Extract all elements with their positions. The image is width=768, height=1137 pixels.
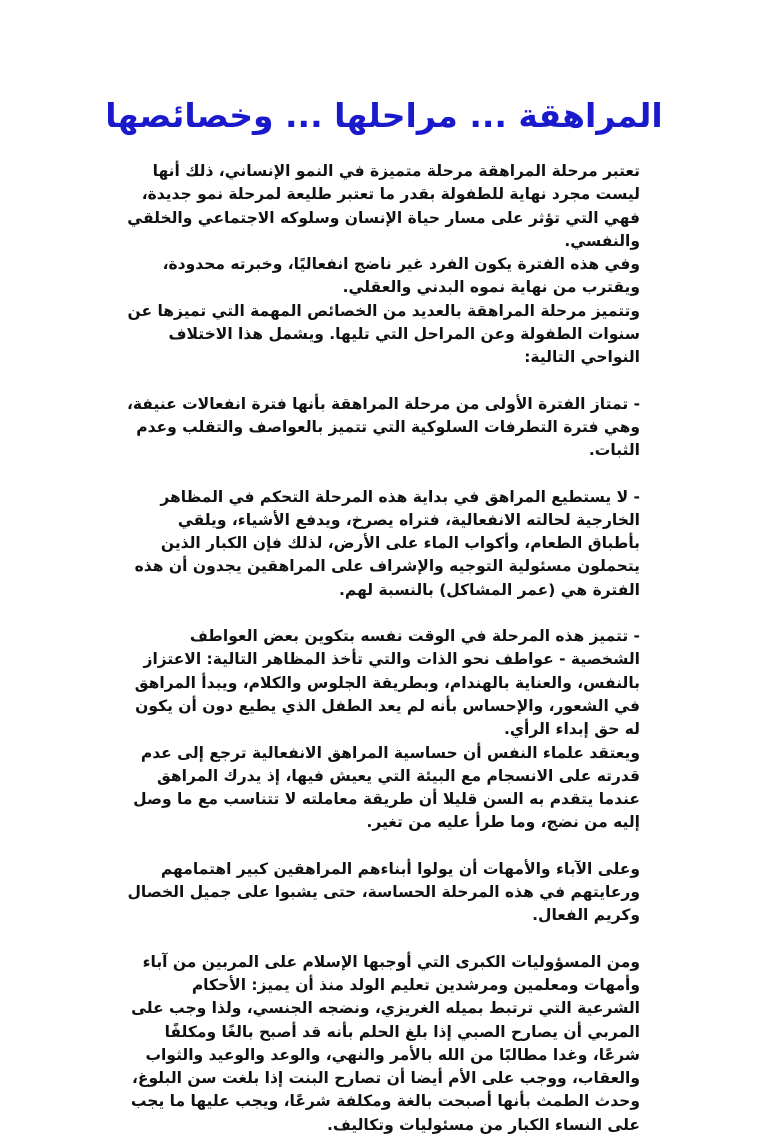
paragraph-parents: وعلى الآباء والأمهات أن يولوا أبناءهم المراهقين كبير اهتمامهم ورعايتهم في هذه المرحلة الحساسة، حتى يشبوا على جميل الخصال وكريم الفعال.	[127, 859, 640, 925]
paragraph-first-stage: - تمتاز الفترة الأولى من مرحلة المراهقة بأنها فترة انفعالات عنيفة، وهي فترة التطرفات السلوكية التي تتميز بالعواصف والتقلب وعدم الثبات.	[127, 394, 640, 460]
paragraph-sensitivity: ويعتقد علماء النفس أن حساسية المراهق الانفعالية ترجع إلى عدم قدرته على الانسجام مع البيئة التي يعيش فيها، إذ يدرك المراهق عندما يتقدم به السن قليلا أن طريقة معاملته لا تتناسب مع ما وصل إليه من نضج، وما طرأ عليه من تغير.	[133, 743, 640, 832]
paragraph-spacer	[126, 463, 640, 486]
paragraph-spacer	[126, 602, 640, 625]
document-title: المراهقة ... مراحلها ... وخصائصها	[105, 96, 663, 135]
paragraph-spacer	[126, 835, 640, 858]
paragraph-emotional-maturity: وفي هذه الفترة يكون الفرد غير ناضج انفعاليًا، وخبرته محدودة، ويقترب من نهاية نموه البدني والعقلي.	[162, 255, 640, 297]
paragraph-characteristics: وتتميز مرحلة المراهقة بالعديد من الخصائص المهمة التي تميزها عن سنوات الطفولة وعن المراحل التي تليها. ويشمل هذا الاختلاف النواحي التالية:	[127, 301, 640, 367]
paragraph-intro: تعتبر مرحلة المراهقة مرحلة متميزة في النمو الإنساني، ذلك أنها ليست مجرد نهاية للطفولة بقدر ما تعتبر طليعة لمرحلة نمو جديدة، فهي التي تؤثر على مسار حياة الإنسان وسلوكه الاجتماعي والخلقي والنفسي.	[127, 162, 640, 250]
document-body	[126, 160, 640, 1137]
paragraph-responsibilities: ومن المسؤوليات الكبرى التي أوجبها الإسلام على المربين من آباء وأمهات ومعلمين ومرشدين تعليم الولد منذ أن يميز: الأحكام الشرعية التي ترتبط بميله الغريزي، ونضجه الجنسي، ولذا وجب على المربي أن يصارح الصبي إذا بلغ الحلم بأنه قد أصبح بالغًا ومكلفًا شرعًا، وغدا مطالبًا من الله بالأمر والنهي، والوعد والوعيد والثواب والعقاب، ووجب على الأم أيضا أن تصارح البنت إذا بلغت سن البلوغ، وحدث الطمث بأنها أصبحت بالغة ومكلفة شرعًا، ويجب عليها ما يجب على النساء الكبار من مسئوليات وتكاليف.	[130, 952, 640, 1134]
paragraph-self-control: - لا يستطيع المراهق في بداية هذه المرحلة التحكم في المظاهر الخارجية لحالته الانفعالية، فتراه يصرخ، ويدفع الأشياء، ويلقي بأطباق الطعام، وأكواب الماء على الأرض، لذلك فإن الكبار الذين يتحملون مسئولية التوجيه والإشراف على المراهقين يجدون أن هذه الفترة هي (عمر المشاكل) بالنسبة لهم.	[134, 487, 640, 599]
paragraph-spacer	[126, 370, 640, 393]
paragraph-spacer	[126, 928, 640, 951]
paragraph-personal-feelings: - تتميز هذه المرحلة في الوقت نفسه بتكوين بعض العواطف الشخصية - عواطف نحو الذات والتي تأخذ المظاهر التالية: الاعتزاز بالنفس، والعناية بالهندام، وبطريقة الجلوس والكلام، ويبدأ المراهق في الشعور، والإحساس بأنه لم يعد الطفل الذي يطيع دون أن يكون له حق إبداء الرأي.	[134, 627, 640, 739]
